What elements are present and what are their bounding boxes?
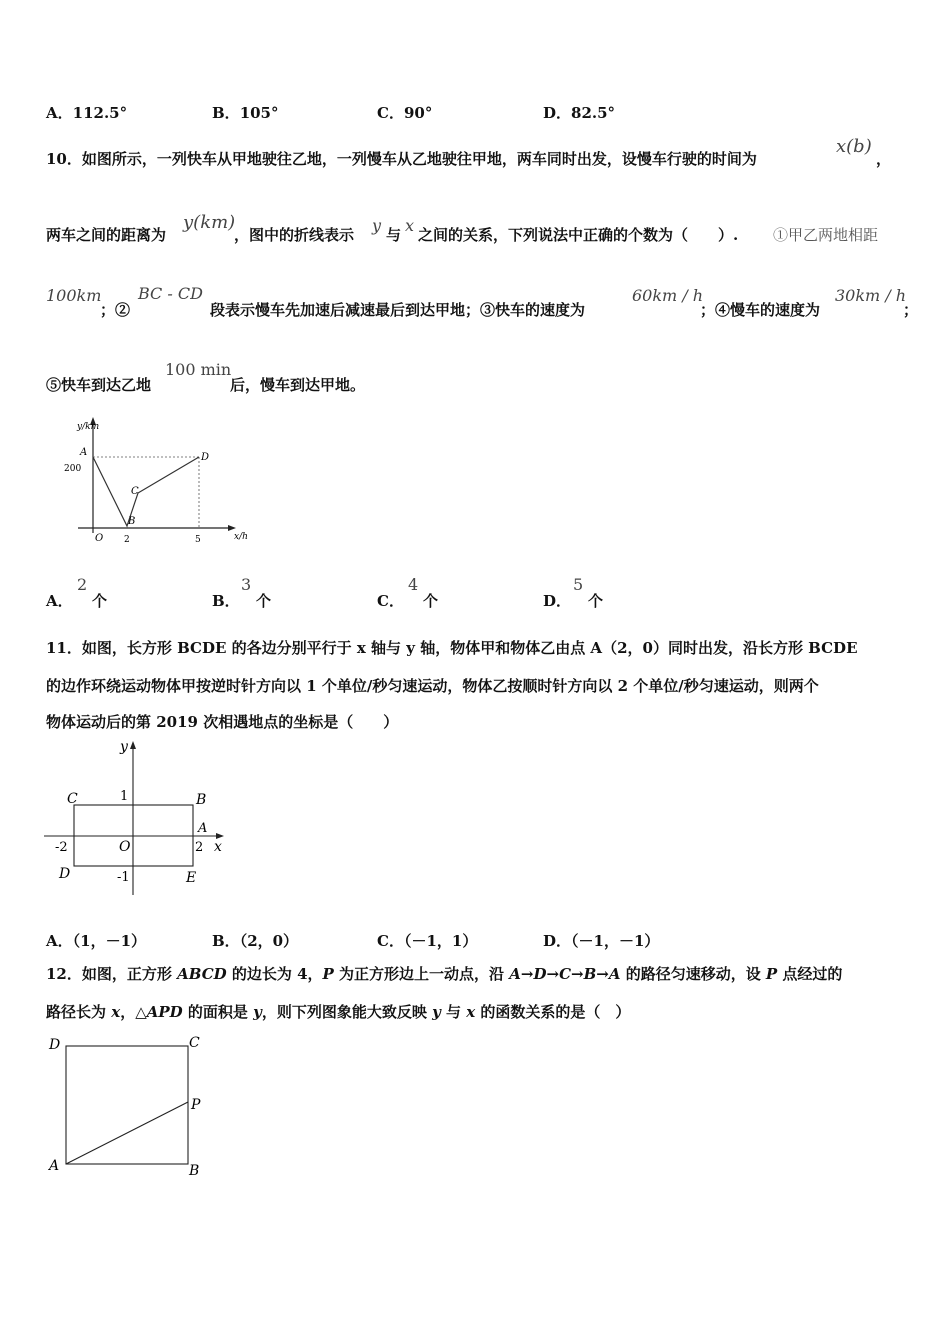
option-letter: B．	[212, 932, 240, 950]
option-value: （2，0）	[239, 932, 299, 950]
q12-path: A→D→C→B→A	[509, 965, 621, 983]
option-letter: A．	[46, 592, 73, 610]
point-a: A	[80, 447, 88, 458]
point-a: A	[49, 1158, 60, 1174]
y-tick-200: 200	[64, 464, 82, 474]
q9-option-a[interactable]	[46, 102, 127, 123]
option-value: 82.5°	[571, 104, 616, 122]
option-value: （1，－1）	[72, 932, 147, 950]
q12-triangle: APD	[146, 1003, 183, 1021]
q9-option-d[interactable]	[543, 102, 615, 123]
q10-option-a-num: 2	[77, 575, 88, 594]
point-d: D	[59, 866, 71, 882]
q10-line-1-end: ，	[876, 150, 892, 168]
x-axis-arrow	[228, 525, 236, 531]
q12-line-1	[46, 963, 842, 984]
square-abcd	[66, 1046, 188, 1164]
q10-option-b-num: 3	[241, 575, 252, 594]
q9-option-b[interactable]	[212, 102, 279, 123]
origin-label: O	[119, 839, 131, 855]
q10-math-60: 60km / h	[632, 286, 704, 305]
q10-option-d-num: 5	[573, 575, 584, 594]
option-letter: D．	[543, 932, 572, 950]
q12-text: 路径长为	[46, 1003, 112, 1021]
point-a: A	[198, 821, 208, 836]
q12-text: ，△	[120, 1003, 147, 1021]
y-label: y	[120, 739, 128, 755]
q10-distance-time-graph	[60, 415, 250, 550]
q10-math-x: x	[405, 216, 415, 235]
point-p: P	[191, 1097, 201, 1113]
q10-option-a[interactable]	[46, 590, 73, 611]
segment-ap	[66, 1102, 188, 1164]
q12-point-p: P	[322, 965, 334, 983]
option-letter: D．	[543, 592, 572, 610]
q10-math-ykm: y(km)	[183, 212, 236, 233]
q12-point-p: P	[765, 965, 778, 983]
q12-square-name: ABCD	[177, 965, 227, 983]
q10-option-c[interactable]	[377, 590, 404, 611]
q10-text: 10．如图所示，一列快车从甲地驶往乙地，一列慢车从乙地驶往甲地，两车同时出发，设慢车行驶的时间为	[46, 150, 757, 168]
origin-label: O	[95, 533, 104, 544]
q12-line-2	[46, 1001, 630, 1022]
q12-text: 的函数关系的是（ ）	[475, 1003, 631, 1021]
q10-option-a-unit: 个	[92, 592, 108, 610]
x-tick-5: 5	[195, 535, 201, 545]
option-value: 112.5°	[72, 104, 128, 122]
q10-line-3b: 段表示慢车先加速后减速最后到达甲地；③快车的速度为	[210, 301, 586, 319]
q12-text: 与	[440, 1003, 467, 1021]
option-letter: C．	[377, 932, 404, 950]
q11-line-3: 物体运动后的第 2019 次相遇地点的坐标是（ ）	[46, 713, 399, 731]
q11-line-2: 的边作环绕运动物体甲按逆时针方向以 1 个单位/秒匀速运动，物体乙按顺时针方向以 2 个单位/秒匀速运动，则两个	[46, 677, 819, 695]
q12-var-y: y	[432, 1003, 441, 1021]
q11-option-b[interactable]	[212, 930, 298, 951]
q10-line-2b: ，图中的折线表示	[234, 226, 355, 244]
q10-option-c-num: 4	[408, 575, 419, 594]
x-tick-2: 2	[124, 535, 130, 545]
point-c: C	[67, 791, 78, 807]
q10-line-2d: 之间的关系，下列说法中正确的个数为（ ）.	[418, 226, 739, 244]
option-letter: B．	[212, 104, 240, 122]
q12-text: 的边长为 4，	[226, 965, 323, 983]
q12-text: 为正方形边上一动点，沿	[333, 965, 510, 983]
point-c: C	[189, 1035, 200, 1051]
option-letter: C．	[377, 104, 404, 122]
x-label: x	[214, 839, 222, 855]
q10-option-b-unit: 个	[256, 592, 272, 610]
q12-text: 点经过的	[777, 965, 843, 983]
q10-math-xb: x(b)	[836, 136, 872, 157]
q10-line-4a: ⑤快车到达乙地	[46, 376, 152, 394]
q10-line-3a: ；②	[100, 301, 131, 319]
tick-neg1: -1	[117, 870, 130, 885]
point-b: B	[128, 516, 136, 527]
tick-neg2: -2	[55, 840, 68, 855]
option-value: 90°	[403, 104, 433, 122]
q12-var-y: y	[253, 1003, 262, 1021]
option-letter: D．	[543, 104, 572, 122]
option-letter: A．	[46, 104, 73, 122]
q10-math-100km: 100km	[46, 286, 102, 305]
q12-text: 的路径匀速移动，设	[620, 965, 766, 983]
q10-line-2c: 与	[386, 226, 402, 244]
broken-line	[93, 457, 199, 526]
point-c: C	[131, 486, 139, 497]
q10-option-d[interactable]	[543, 590, 571, 611]
point-d: D	[201, 452, 210, 463]
q10-line-3c: ；④慢车的速度为	[700, 301, 821, 319]
q11-rectangle-graph	[40, 735, 235, 895]
q12-var-x: x	[111, 1003, 121, 1021]
q9-option-c[interactable]	[377, 102, 432, 123]
q10-math-y: y	[372, 216, 382, 235]
q10-math-bccd: BC - CD	[138, 284, 203, 303]
y-axis-arrow	[130, 741, 136, 749]
option-value: 105°	[239, 104, 279, 122]
q10-math-30: 30km / h	[835, 286, 907, 305]
q10-line-4b: 后，慢车到达甲地。	[230, 376, 366, 394]
q10-math-100min: 100 min	[165, 360, 232, 379]
x-axis-label: x/h	[234, 532, 248, 542]
tick-1: 1	[120, 789, 129, 804]
point-e: E	[186, 870, 197, 886]
q12-text: 12．如图，正方形	[46, 965, 178, 983]
option-value: （－1，1）	[403, 932, 478, 950]
q11-option-d[interactable]	[543, 930, 659, 951]
point-b: B	[189, 1163, 200, 1179]
q10-option-d-unit: 个	[588, 592, 604, 610]
q10-line-2e: ①甲乙两地相距	[773, 226, 879, 244]
q10-line-3d: ；	[903, 301, 919, 319]
q12-var-x: x	[466, 1003, 476, 1021]
q11-option-a[interactable]	[46, 930, 146, 951]
option-value: （－1，－1）	[571, 932, 660, 950]
q12-square-graph	[44, 1030, 214, 1180]
point-b: B	[196, 792, 207, 808]
option-letter: C．	[377, 592, 404, 610]
point-d: D	[49, 1037, 61, 1053]
tick-2: 2	[195, 840, 204, 855]
q11-line-1: 11．如图，长方形 BCDE 的各边分别平行于 x 轴与 y 轴，物体甲和物体乙由点 A（2，0）同时出发，沿长方形 BCDE	[46, 639, 858, 657]
q10-option-b[interactable]	[212, 590, 240, 611]
option-letter: A．	[46, 932, 73, 950]
q12-text: ，则下列图象能大致反映	[261, 1003, 433, 1021]
q12-text: 的面积是	[182, 1003, 254, 1021]
q10-line-2a: 两车之间的距离为	[46, 226, 167, 244]
q10-option-c-unit: 个	[423, 592, 439, 610]
q11-option-c[interactable]	[377, 930, 477, 951]
y-axis-label: y/km	[77, 422, 100, 432]
option-letter: B．	[212, 592, 240, 610]
q10-line-1	[46, 148, 757, 169]
